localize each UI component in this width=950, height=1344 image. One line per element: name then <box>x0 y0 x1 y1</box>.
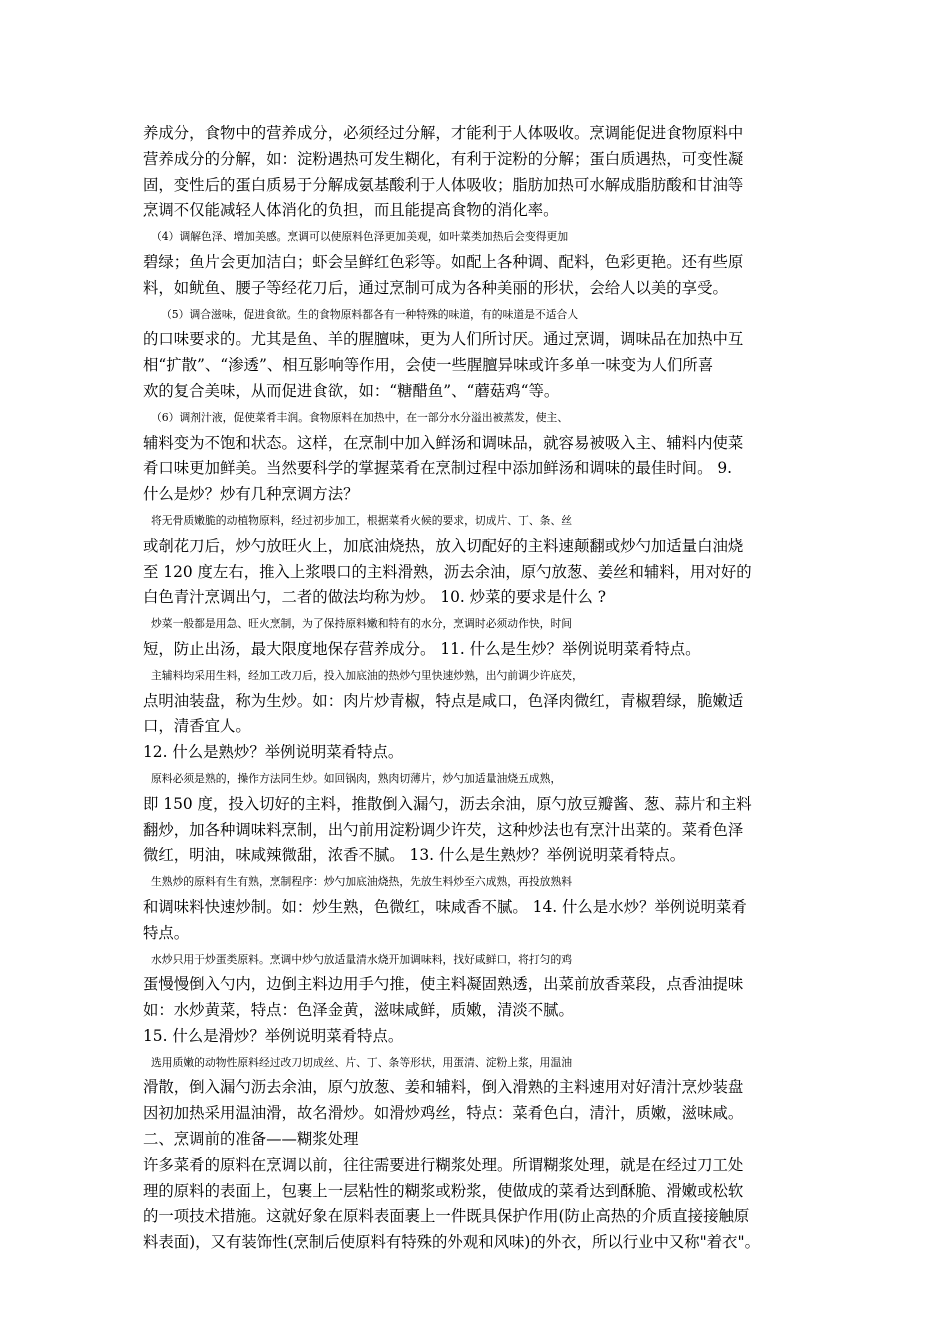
text-line: （6）调剂汁液，促使菜肴丰润。食物原料在加热中，在一部分水分溢出被蒸发，使主、 <box>151 410 569 424</box>
text-line: 或剞花刀后，炒勺放旺火上，加底油烧热，放入切配好的主料速颠翻或炒勺加适量白油烧 <box>143 536 744 555</box>
text-line: 因初加热采用温油滑，故名滑炒。如滑炒鸡丝，特点：菜肴色白，清汁，质嫩，滋味咸。 <box>143 1104 744 1123</box>
text-line: 特点。 <box>143 923 190 942</box>
text-line: 口，清香宜人。 <box>143 717 251 736</box>
text-line: 碧绿；鱼片会更加洁白；虾会呈鲜红色彩等。如配上各种调、配料，色彩更艳。还有些原 <box>143 252 744 271</box>
text-line: 白色青汁烹调出勺，二者的做法均称为炒。 10. 炒菜的要求是什么 ? <box>143 588 606 607</box>
text-line: 即 150 度，投入切好的主料，推散倒入漏勺，沥去余油，原勺放豆瓣酱、葱、蒜片和主料 <box>143 794 752 813</box>
text-line: 的口味要求的。尤其是鱼、羊的腥膻味，更为人们所讨厌。通过烹调，调味品在加热中互 <box>143 330 744 349</box>
text-line: 短，防止出汤，最大限度地保存营养成分。 11. 什么是生炒？举例说明菜肴特点。 <box>143 639 701 658</box>
text-line: 点明油装盘，称为生炒。如：肉片炒青椒，特点是咸口，色泽肉微红，青椒碧绿，脆嫩适 <box>143 691 744 710</box>
text-line: 的一项技术措施。这就好象在原料表面裹上一件既具保护作用(防止高热的介质直接接触原 <box>143 1207 750 1226</box>
text-line: 辅料变为不饱和状态。这样，在烹制中加入鲜汤和调味品，就容易被吸入主、辅料内使菜 <box>143 433 744 452</box>
text-line: 将无骨质嫩脆的动植物原料，经过初步加工，根据菜肴火候的要求，切成片、丁、条、丝 <box>151 513 573 527</box>
text-line: 蛋慢慢倒入勺内，边倒主料边用手勺推，使主料凝固熟透，出菜前放香菜段，点香油提味 <box>143 975 744 994</box>
text-line: 炒菜一般都是用急、旺火烹制，为了保持原料嫩和特有的水分，烹调时必须动作快，时间 <box>151 617 573 631</box>
text-line: 料，如鱿鱼、腰子等经花刀后，通过烹制可成为各种美丽的形状，会给人以美的享受。 <box>143 278 728 297</box>
body-text <box>143 121 828 1256</box>
text-line: 欢的复合美味，从而促进食欲，如：“糖醋鱼”、“蘑菇鸡“等。 <box>143 381 560 400</box>
text-line: （5）调合滋味，促进食欲。生的食物原料都各有一种特殊的味道，有的味道是不适合人 <box>161 307 579 321</box>
text-line: 烹调不仅能减轻人体消化的负担，而且能提高食物的消化率。 <box>143 201 559 220</box>
text-line: 肴口味更加鲜美。当然要科学的掌握菜肴在烹制过程中添加鲜汤和调味的最佳时间。 9. <box>143 459 733 478</box>
text-line: 许多菜肴的原料在烹调以前，往往需要进行糊浆处理。所谓糊浆处理，就是在经过刀工处 <box>143 1155 744 1174</box>
text-line: 养成分，食物中的营养成分，必须经过分解，才能利于人体吸收。烹调能促进食物原料中 <box>143 124 744 142</box>
text-line: 微红，明油，味咸辣微甜，浓香不腻。 13. 什么是生熟炒？举例说明菜肴特点。 <box>143 846 686 865</box>
text-line: 滑散，倒入漏勺沥去余油，原勺放葱、姜和辅料，倒入滑熟的主料速用对好清汁烹炒装盘 <box>143 1078 744 1097</box>
text-line: 和调味料快速炒制。如：炒生熟，色微红，味咸香不腻。 14. 什么是水炒？举例说明菜肴 <box>143 897 747 916</box>
text-line: 理的原料的表面上，包裹上一层粘性的糊浆或粉浆，使做成的菜肴达到酥脆、滑嫩或松软 <box>143 1181 744 1200</box>
text-line: 营养成分的分解，如：淀粉遇热可发生糊化，有利于淀粉的分解；蛋白质遇热，可变性凝 <box>143 149 744 168</box>
text-line: 水炒只用于炒蛋类原料。烹调中炒勺放适量清水烧开加调味料，找好咸鲜口，将打匀的鸡 <box>151 952 573 966</box>
text-line: 至 120 度左右，推入上浆喂口的主料滑熟，沥去余油，原勺放葱、姜丝和辅料，用对好的 <box>143 562 752 581</box>
text-line: 12. 什么是熟炒？举例说明菜肴特点。 <box>143 743 404 762</box>
text-line: 翻炒，加各种调味料烹制，出勺前用淀粉调少许芡，这种炒法也有烹汁出菜的。菜肴色泽 <box>143 820 744 839</box>
text-line: 如：水炒黄菜，特点：色泽金黄，滋味咸鲜，质嫩，清淡不腻。 <box>143 1001 574 1020</box>
text-line: 主辅料均采用生料，经加工改刀后，投入加底油的热炒勺里快速炒熟，出勺前调少许底芡， <box>151 668 583 682</box>
text-line: 什么是炒？炒有几种烹调方法？ <box>143 485 359 504</box>
section-heading: 二、烹调前的准备——糊浆处理 <box>143 1130 359 1149</box>
text-line: 料表面)，又有装饰性(烹制后使原料有特殊的外观和风味)的外衣，所以行业中又称"着衣"。 <box>143 1233 761 1252</box>
text-line: 选用质嫩的动物性原料经过改刀切成丝、片、丁、条等形状，用蛋清、淀粉上浆，用温油 <box>151 1055 573 1069</box>
text-line: （4）调解色泽、增加美感。烹调可以使原料色泽更加美观，如叶菜类加热后会变得更加 <box>151 230 569 244</box>
text-line: 原料必须是熟的，操作方法同生炒。如回锅肉，熟肉切薄片，炒勺加适量油烧五成熟， <box>151 771 562 785</box>
text-line: 生熟炒的原料有生有熟，烹制程序：炒勺加底油烧热，先放生料炒至六成熟，再投放熟料 <box>151 875 573 889</box>
text-line: 固，变性后的蛋白质易于分解成氨基酸利于人体吸收；脂肪加热可水解成脂肪酸和甘油等 <box>143 175 744 194</box>
text-line: 15. 什么是滑炒？举例说明菜肴特点。 <box>143 1026 404 1045</box>
text-line: 相“扩散”、“渗透”、相互影响等作用，会使一些腥膻异味或许多单一味变为人们所喜 <box>143 356 714 375</box>
